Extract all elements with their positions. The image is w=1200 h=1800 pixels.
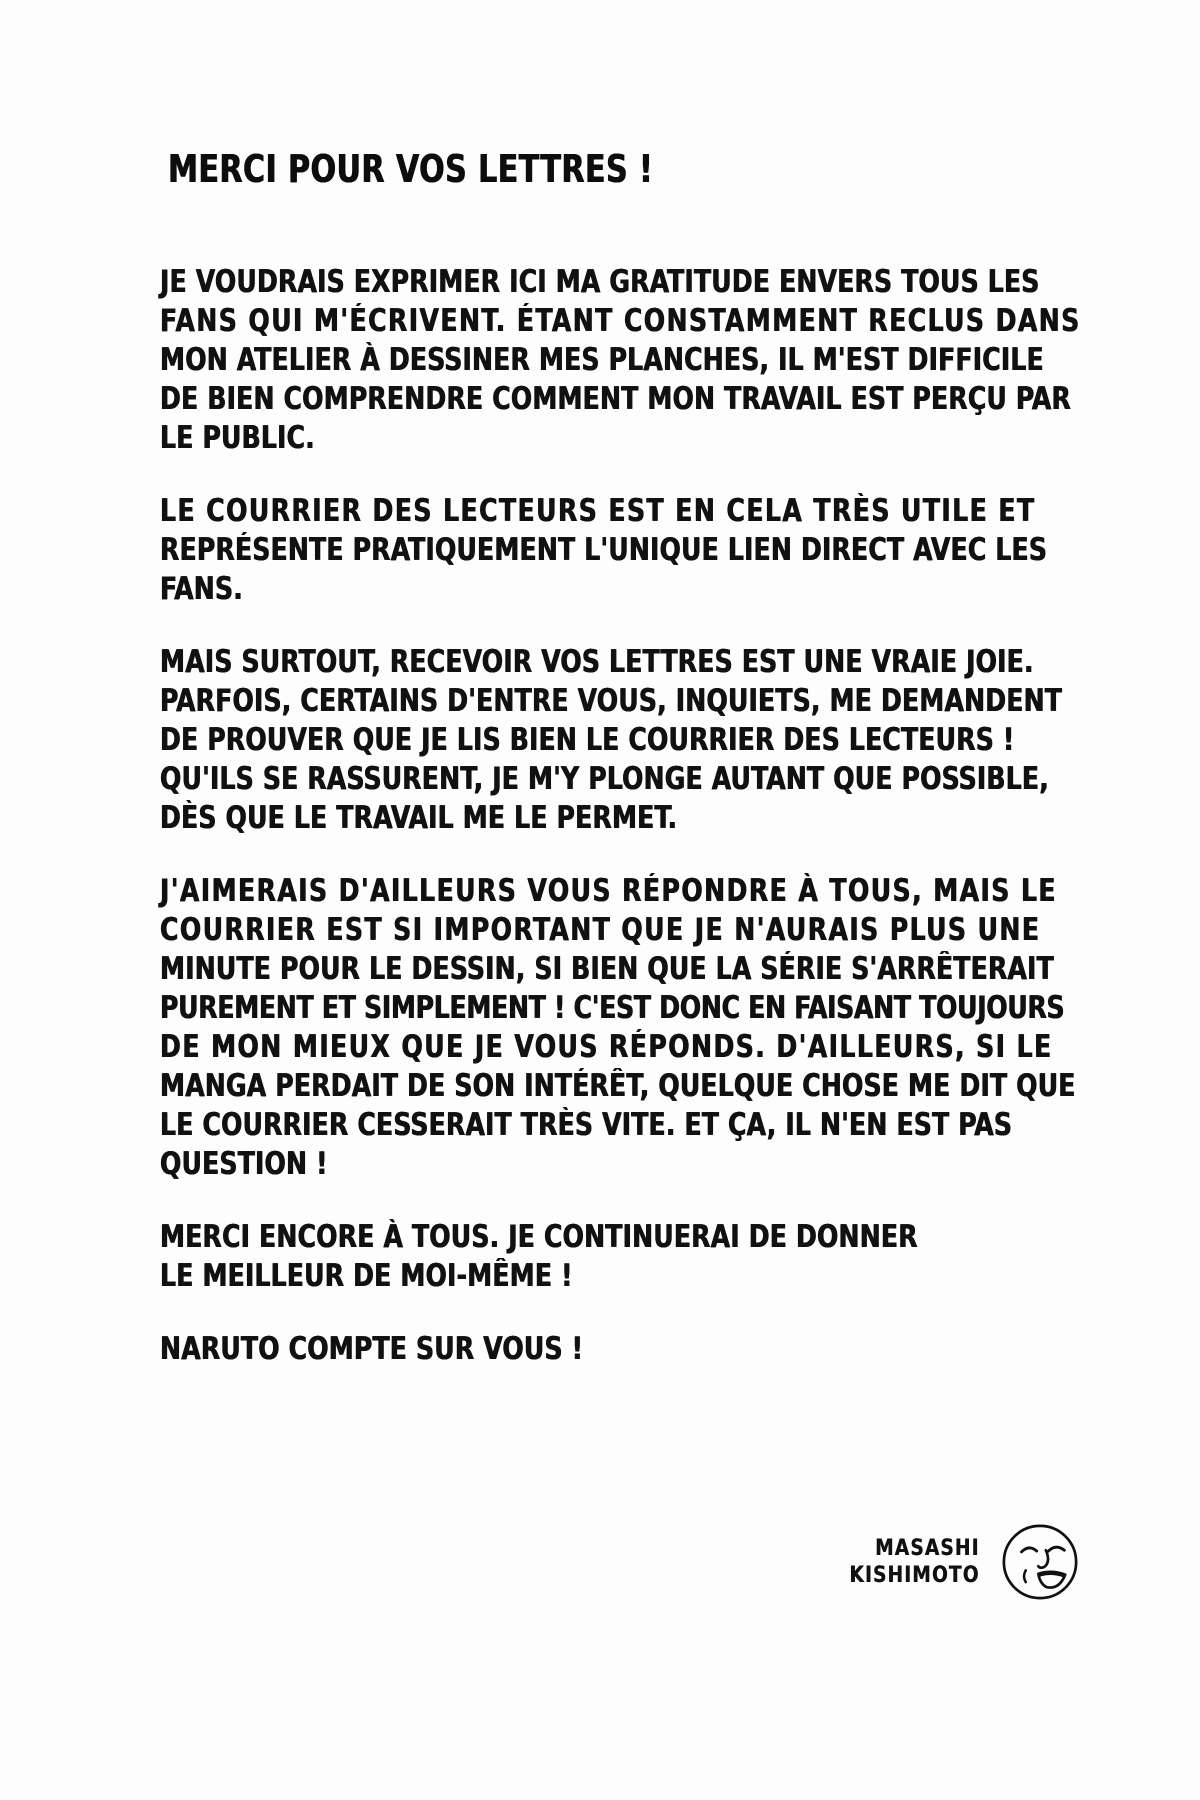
paragraph-line: LE PUBLIC. <box>160 420 315 456</box>
paragraph-line: NARUTO COMPTE SUR VOUS ! <box>160 1331 584 1367</box>
paragraph-1 <box>160 263 1081 458</box>
paragraph-line: FANS. <box>160 571 243 607</box>
paragraph-line: MANGA PERDAIT DE SON INTÉRÊT, QUELQUE CHOSE ME DIT QUE <box>160 1068 1076 1104</box>
paragraph-line: MINUTE POUR LE DESSIN, SI BIEN QUE LA SÉRIE S'ARRÊTERAIT <box>160 951 1054 987</box>
paragraph-line: MON ATELIER À DESSINER MES PLANCHES, IL M'EST DIFFICILE <box>160 342 1044 378</box>
paragraph-line: LE COURRIER DES LECTEURS EST EN CELA TRÈS UTILE ET <box>160 493 1036 529</box>
signature-name <box>850 1535 980 1589</box>
paragraph-line: FANS QUI M'ÉCRIVENT. ÉTANT CONSTAMMENT RECLUS DANS <box>160 303 1081 339</box>
paragraph-line: JE VOUDRAIS EXPRIMER ICI MA GRATITUDE ENVERS TOUS LES <box>160 264 1040 300</box>
paragraph-line: PUREMENT ET SIMPLEMENT ! C'EST DONC EN FAISANT TOUJOURS <box>160 990 1065 1026</box>
paragraph-line: MERCI ENCORE À TOUS. JE CONTINUERAI DE DONNER <box>160 1219 918 1255</box>
author-note-content <box>160 147 1081 1403</box>
paragraph-line: DE BIEN COMPRENDRE COMMENT MON TRAVAIL EST PERÇU PAR <box>160 381 1071 417</box>
paragraph-line: QUESTION ! <box>160 1146 328 1182</box>
signature-family-name: KISHIMOTO <box>849 1563 980 1588</box>
paragraph-5 <box>160 1218 970 1296</box>
paragraph-line: QU'ILS SE RASSURENT, JE M'Y PLONGE AUTANT QUE POSSIBLE, <box>160 761 1049 797</box>
paragraph-line: MAIS SURTOUT, RECEVOIR VOS LETTRES EST UNE VRAIE JOIE. <box>160 644 1034 680</box>
author-signature <box>841 1520 1082 1604</box>
paragraph-line: REPRÉSENTE PRATIQUEMENT L'UNIQUE LIEN DIRECT AVEC LES <box>160 532 1048 568</box>
page-title: MERCI POUR VOS LETTRES ! <box>168 147 654 191</box>
paragraph-line: LE COURRIER CESSERAIT TRÈS VITE. ET ÇA, IL N'EN EST PAS <box>160 1107 1013 1143</box>
paragraph-2 <box>160 492 1048 609</box>
paragraph-line: COURRIER EST SI IMPORTANT QUE JE N'AURAIS PLUS UNE <box>160 912 1041 948</box>
paragraph-6 <box>160 1330 970 1369</box>
paragraph-line: DE MON MIEUX QUE JE VOUS RÉPONDS. D'AILLEURS, SI LE <box>160 1029 1053 1065</box>
paragraph-line: DÈS QUE LE TRAVAIL ME LE PERMET. <box>160 800 678 836</box>
paragraph-line: PARFOIS, CERTAINS D'ENTRE VOUS, INQUIETS, ME DEMANDENT <box>160 683 1063 719</box>
paragraph-line: J'AIMERAIS D'AILLEURS VOUS RÉPONDRE À TOUS, MAIS LE <box>160 873 1057 909</box>
paragraph-3 <box>160 643 1063 838</box>
paragraph-line: DE PROUVER QUE JE LIS BIEN LE COURRIER DES LECTEURS ! <box>160 722 1015 758</box>
paragraph-4 <box>160 872 1076 1184</box>
paragraph-line: LE MEILLEUR DE MOI-MÊME ! <box>160 1258 573 1294</box>
smiling-face-icon <box>998 1520 1082 1604</box>
signature-given-name: MASASHI <box>875 1536 980 1561</box>
